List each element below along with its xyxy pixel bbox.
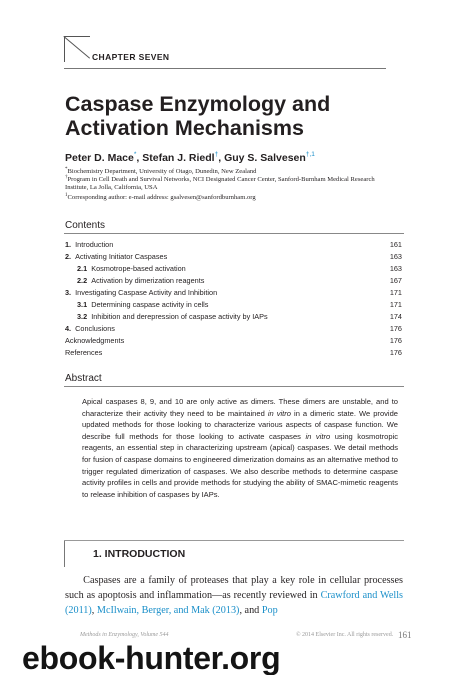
- abstract-text: [82, 396, 398, 500]
- footer-copyright: © 2014 Elsevier Inc. All rights reserved.: [296, 632, 394, 638]
- affiliation: [65, 174, 395, 192]
- toc-page: 171: [389, 300, 402, 309]
- toc-page: 163: [389, 264, 402, 273]
- toc-page: 171: [389, 288, 402, 297]
- toc-row[interactable]: [65, 287, 402, 299]
- toc-number: 2.2: [77, 276, 88, 285]
- toc-row[interactable]: [65, 275, 402, 287]
- abstract-segment: using kosmotropic reagents, an essential step in characterizing upstream (apical) caspases. We detail methods for fusion of caspase domains to engineered dimerization domains as an alternative method to trigger regulated dimerization of caspases. We also describe methods to determine caspase activity profiles in cells and provide methods for studying the ability of SMAC-mimetic reagents to release inhibition of caspases by IAPs.: [82, 431, 398, 499]
- toc-page: 176: [389, 348, 402, 357]
- affiliation-mark: †: [65, 175, 68, 180]
- affiliation-text: Corresponding author: e-mail address: gsalvesen@sanfordburnham.org: [67, 194, 256, 201]
- toc-number: 4.: [65, 324, 72, 333]
- toc-row[interactable]: [65, 323, 402, 335]
- abstract-heading: Abstract: [65, 373, 102, 384]
- citation-link[interactable]: Pop: [261, 604, 278, 616]
- affiliation-mark: 1: [65, 193, 68, 198]
- author-list: Peter D. Mace*, Stefan J. Riedl†, Guy S. Salvesen$^{\dagger,1}$: [65, 151, 315, 164]
- toc-page: 176: [389, 324, 402, 333]
- author-name[interactable]: Stefan J. Riedl: [142, 152, 215, 164]
- author-mark[interactable]: †,1: [305, 151, 315, 158]
- author-mark[interactable]: †: [214, 151, 219, 158]
- affiliation-text: Biochemistry Department, University of Otago, Dunedin, New Zealand: [67, 168, 257, 175]
- abstract-segment: Apical caspases 8, 9, and 10 are only active as dimers. These dimers are unstable, and to characterize their activity they need to be maintained: [82, 397, 398, 418]
- toc-label: Kosmotrope-based activation: [91, 264, 186, 273]
- toc-label: Investigating Caspase Activity and Inhibition: [75, 288, 218, 297]
- toc-number: 3.1: [77, 300, 88, 309]
- watermark: ebook-hunter.org: [22, 640, 281, 675]
- toc-label: Determining caspase activity in cells: [91, 300, 209, 309]
- intro-heading: 1. INTRODUCTION: [93, 548, 186, 560]
- toc-page: 174: [389, 312, 402, 321]
- toc-label: Acknowledgments: [65, 336, 125, 345]
- chapter-label: CHAPTER SEVEN: [92, 52, 170, 62]
- toc-number: 2.: [65, 252, 72, 261]
- toc-row[interactable]: [65, 347, 402, 359]
- toc-row[interactable]: [65, 263, 402, 275]
- title-line-2: Activation Mechanisms: [65, 116, 304, 140]
- contents-heading: Contents: [65, 220, 106, 231]
- affiliation-text: Program in Cell Death and Survival Networks, NCI Designated Cancer Center, Sanford-Burnham Medical Research Institute, La Jolla, California, USA: [65, 176, 375, 191]
- toc-label: Conclusions: [75, 324, 115, 333]
- toc-number: 3.2: [77, 312, 88, 321]
- title-line-1: Caspase Enzymology and: [65, 92, 331, 116]
- toc-number: 1.: [65, 240, 72, 249]
- toc-row[interactable]: [65, 239, 402, 251]
- toc-row[interactable]: [65, 311, 402, 323]
- intro-body: [65, 574, 403, 618]
- intro-corner-ornament: [64, 541, 82, 567]
- toc-number: 2.1: [77, 264, 88, 273]
- citation-link[interactable]: McIlwain, Berger, and Mak (2013): [96, 604, 240, 616]
- toc-page: 167: [389, 276, 402, 285]
- toc-row[interactable]: [65, 299, 402, 311]
- toc-row[interactable]: [65, 251, 402, 263]
- chapter-title: [65, 92, 395, 140]
- body-segment: Caspases are a family of proteases that play a key role in cellular processes such as apoptosis and inflammation—as recently reviewed in: [65, 575, 404, 601]
- abstract-italic: in vitro: [267, 408, 291, 418]
- citation-link[interactable]: Crawford and Wells (2011): [65, 589, 404, 616]
- abstract-italic: in vitro: [305, 431, 331, 441]
- footer-page-number: 161: [398, 630, 412, 640]
- body-segment: , and: [239, 604, 262, 616]
- toc-page: 176: [389, 336, 402, 345]
- toc-label: Activation by dimerization reagents: [91, 276, 205, 285]
- contents-rule: [64, 233, 404, 234]
- toc-number: 3.: [65, 288, 72, 297]
- affiliation-mark: *: [65, 167, 68, 172]
- affiliation: [65, 192, 395, 202]
- author-mark[interactable]: *: [133, 151, 137, 158]
- author-name[interactable]: Guy S. Salvesen: [224, 152, 306, 164]
- author-name[interactable]: Peter D. Mace: [65, 152, 134, 164]
- body-segment: ,: [91, 604, 97, 616]
- abstract-segment: in a dimeric state. We provide updated methods for those looking to characterize various aspects of caspase function. We describe full methods for those looking to activate caspases: [82, 408, 398, 441]
- chapter-rule: [64, 68, 386, 69]
- toc-label: Introduction: [75, 240, 114, 249]
- toc-label: References: [65, 348, 103, 357]
- toc-page: 161: [389, 240, 402, 249]
- toc-label: Inhibition and derepression of caspase activity by IAPs: [91, 312, 268, 321]
- toc-label: Activating Initiator Caspases: [75, 252, 168, 261]
- footer-journal: Methods in Enzymology, Volume 544: [80, 632, 169, 638]
- toc-page: 163: [389, 252, 402, 261]
- toc-row[interactable]: [65, 335, 402, 347]
- abstract-rule: [64, 386, 404, 387]
